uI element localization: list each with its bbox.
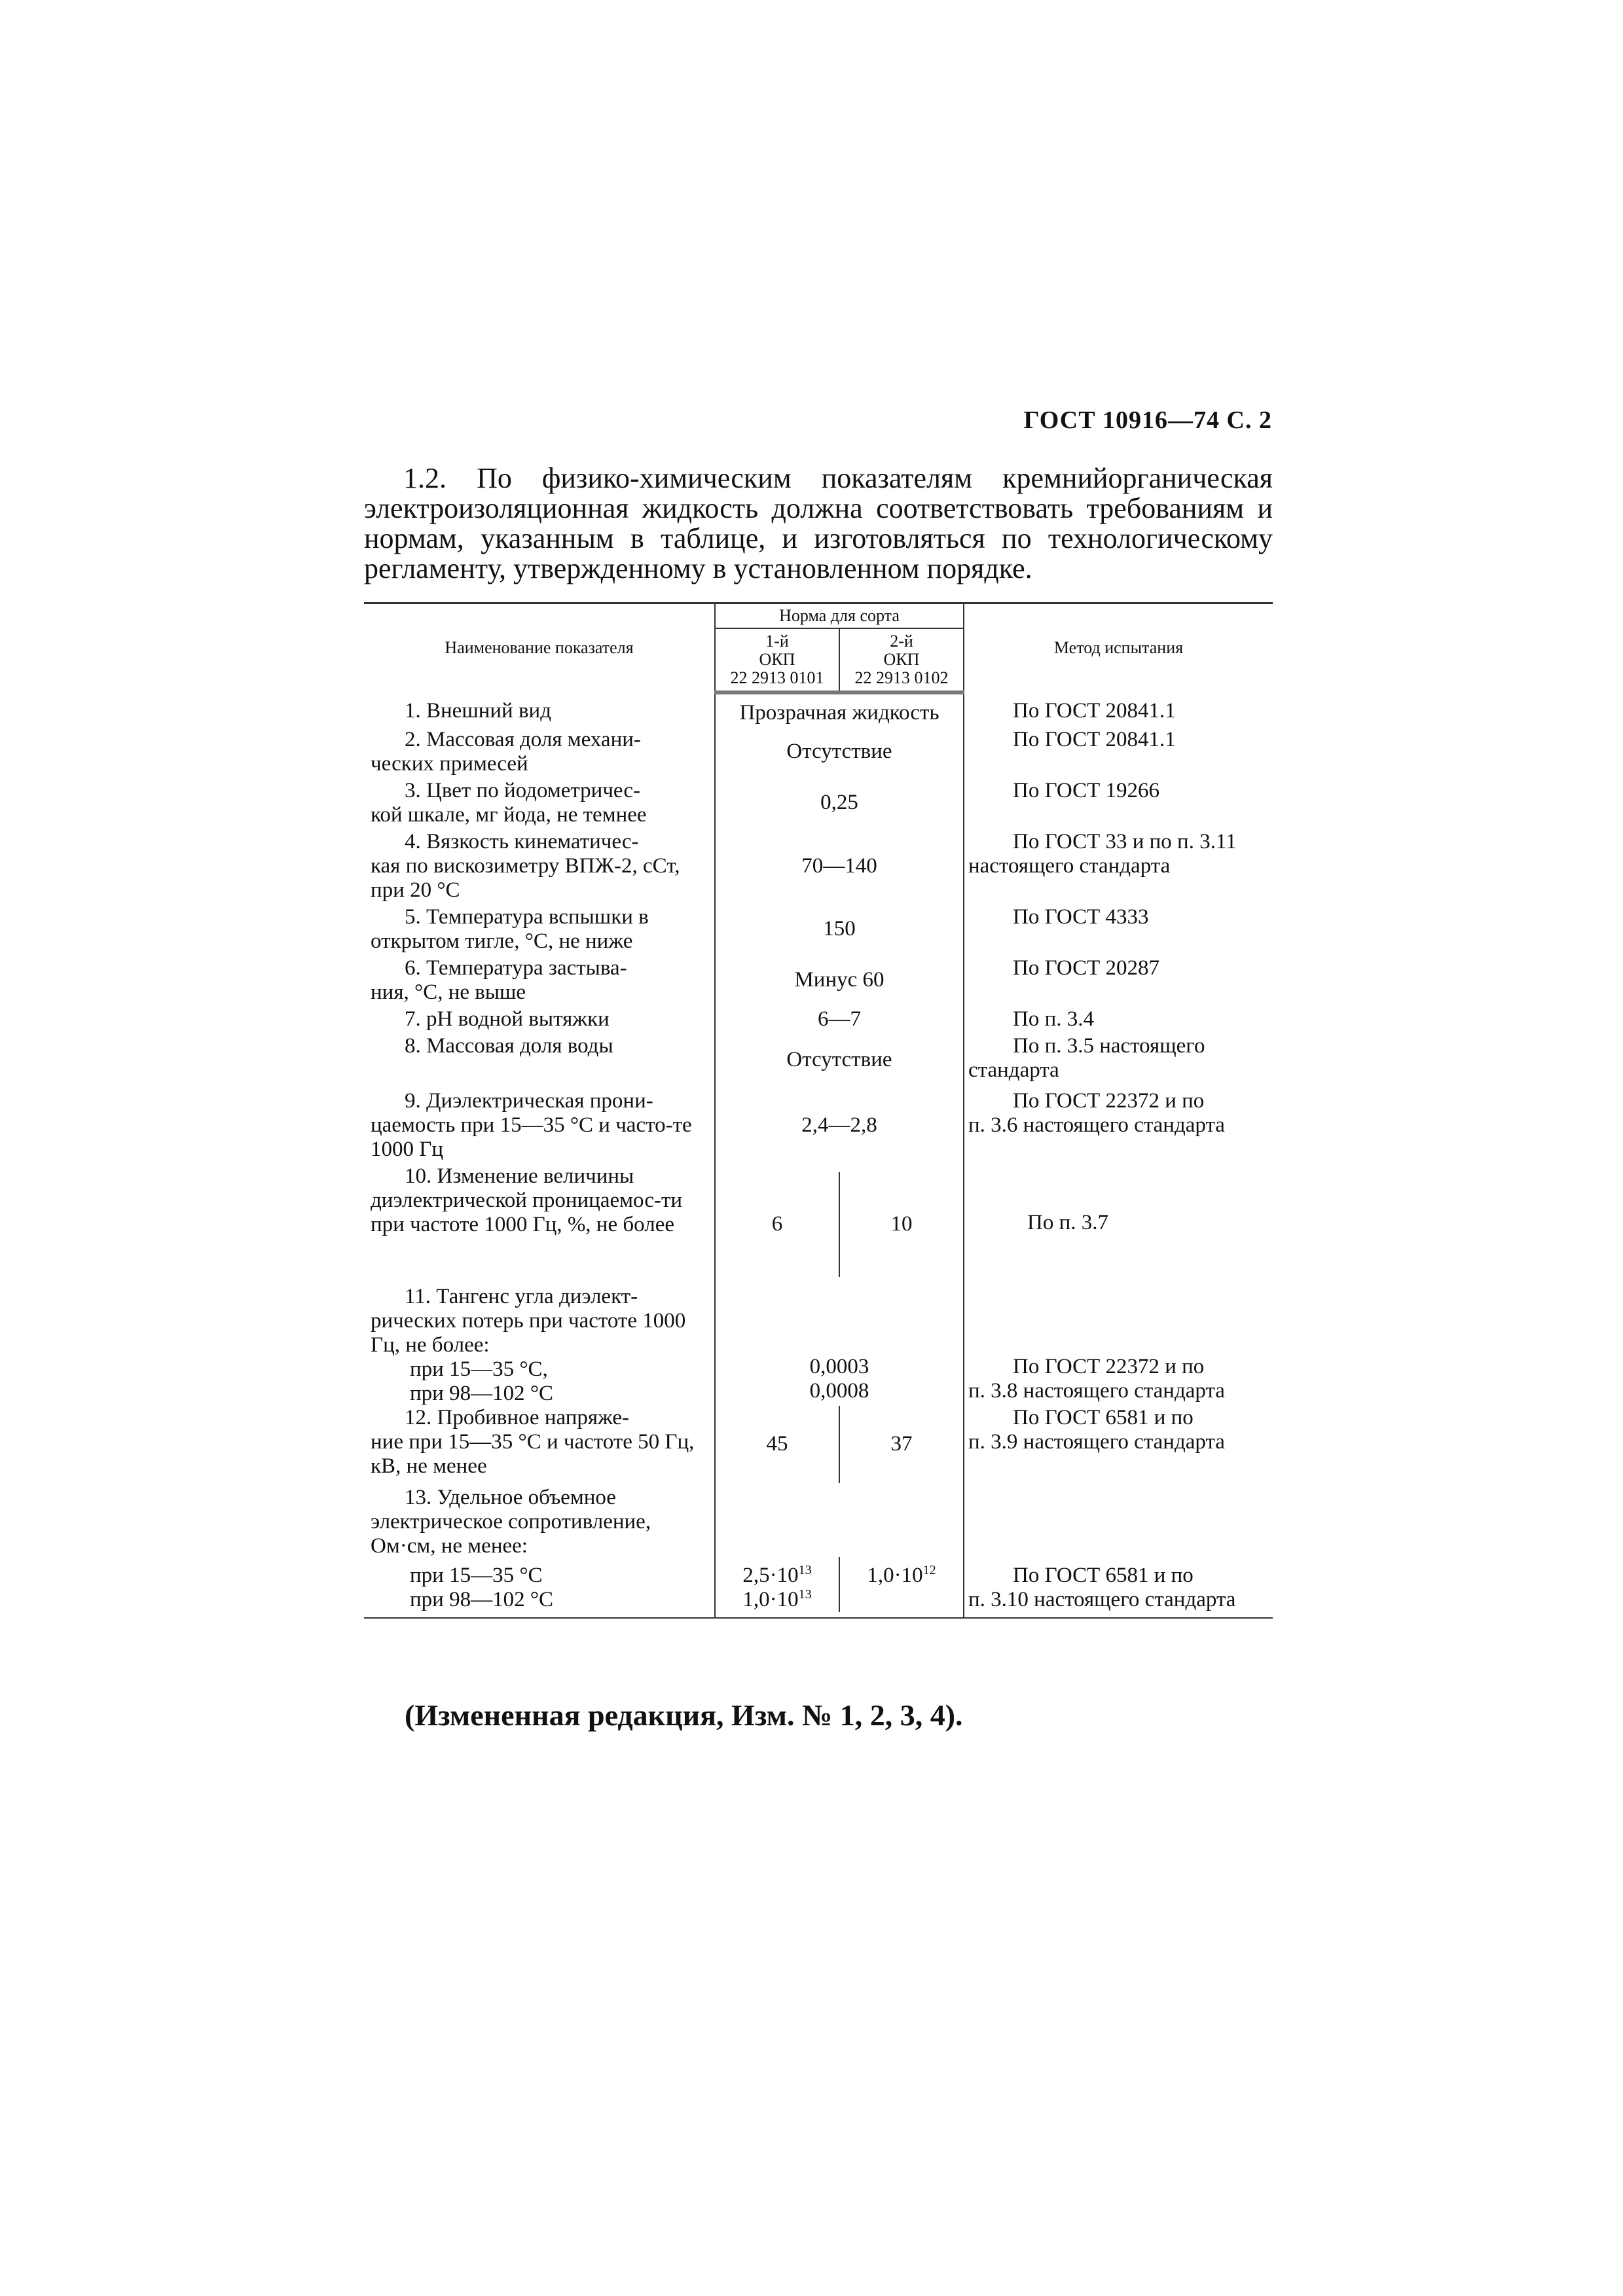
row-norm-grade-2 <box>840 1557 963 1612</box>
table-row <box>364 692 1273 728</box>
row-method: По ГОСТ 6581 и по <box>1013 1563 1194 1587</box>
row-method-cont: п. 3.6 настоящего стандарта <box>968 1113 1225 1137</box>
value-exp: 13 <box>798 1587 812 1602</box>
grade-2-code: 22 2913 0102 <box>854 668 949 687</box>
row-name: 7. рН водной вытяжки <box>405 1007 610 1031</box>
row-sub-2: при 98—102 °С <box>410 1587 554 1611</box>
row-name-cont: ние при 15—35 °С и частоте 50 Гц, кВ, не менее <box>371 1429 695 1478</box>
row-name-cont: кая по вискозиметру ВПЖ-2, сСт, при 20 °С <box>371 853 680 902</box>
grade-1-code: 22 2913 0101 <box>730 668 824 687</box>
row-name: 8. Массовая доля воды <box>405 1033 613 1058</box>
row-method: По ГОСТ 22372 и по <box>1013 1088 1205 1113</box>
row-norm: 150 <box>715 905 964 956</box>
row-name-cont: открытом тигле, °С, не ниже <box>371 929 633 953</box>
table-row <box>364 1089 1273 1164</box>
header-method: Метод испытания <box>964 603 1273 692</box>
grade-1-okp: ОКП <box>759 649 795 669</box>
grade-2-label: 2-й <box>890 631 913 651</box>
row-name: 6. Температура застыва- <box>405 956 627 980</box>
row-name: 10. Изменение величины <box>405 1164 634 1188</box>
table-row <box>364 728 1273 779</box>
table-row <box>364 830 1273 905</box>
row-method: По ГОСТ 20841.1 <box>1013 698 1176 723</box>
row-name: 9. Диэлектрическая прони- <box>405 1088 653 1113</box>
row-method: По п. 3.5 настоящего <box>1013 1033 1205 1058</box>
row-norm-value-1: 0,0003 <box>809 1354 869 1378</box>
value-exp: 13 <box>798 1562 812 1577</box>
row-name: 2. Массовая доля механи- <box>405 727 641 751</box>
grade-1-label: 1-й <box>765 631 789 651</box>
row-name-cont: ния, °С, не выше <box>371 980 526 1004</box>
header-norm: Норма для сорта <box>715 603 964 628</box>
row-norm-grade-1 <box>716 1557 840 1612</box>
table-row <box>364 1034 1273 1089</box>
row-name: 3. Цвет по йодометричес- <box>405 778 641 802</box>
row-name: 1. Внешний вид <box>405 698 551 723</box>
amendment-note: (Измененная редакция, Изм. № 1, 2, 3, 4). <box>405 1698 963 1732</box>
table-row <box>364 1406 1273 1486</box>
row-name: 11. Тангенс угла диэлект- <box>405 1284 638 1308</box>
row-norm-split <box>716 1557 963 1612</box>
row-sub-1: при 15—35 °С <box>410 1563 543 1587</box>
intro-text: 1.2. По физико-химическим показателям кремнийорганическая электроизоляционная жидкость должна соответствовать требованиям и нормам, указанным в таблице, и изготовляться по технологическому регламенту, утвержденному в установленном порядке. <box>364 462 1273 584</box>
row-method-cont: п. 3.10 настоящего стандарта <box>968 1587 1236 1611</box>
row-method: По ГОСТ 20841.1 <box>1013 727 1176 751</box>
row-norm: 0,25 <box>715 779 964 830</box>
row-norm-grade-1: 45 <box>716 1406 840 1483</box>
row-norm: 2,4—2,8 <box>715 1089 964 1164</box>
row-name: 12. Пробивное напряже- <box>405 1405 630 1429</box>
table-row <box>364 905 1273 956</box>
value-grade-2 <box>867 1564 936 1588</box>
intro-paragraph <box>364 463 1273 584</box>
table-row <box>364 956 1273 1007</box>
value-exp: 12 <box>922 1562 936 1577</box>
row-sub-2: при 98—102 °С <box>410 1381 554 1405</box>
row-norm-grade-1: 6 <box>716 1172 840 1277</box>
table-row <box>364 779 1273 830</box>
row-method-cont: стандарта <box>968 1058 1059 1082</box>
header-grade-1 <box>715 628 839 692</box>
table-row <box>364 1486 1273 1618</box>
row-name-cont: диэлектрической проницаемос-ти при частоте 1000 Гц, %, не более <box>371 1188 683 1236</box>
row-method: По ГОСТ 22372 и по <box>1013 1354 1205 1378</box>
row-name-cont: ческих примесей <box>371 751 528 776</box>
properties-table <box>364 602 1273 1619</box>
row-norm: Отсутствие <box>715 1034 964 1089</box>
row-name: 4. Вязкость кинематичес- <box>405 829 639 853</box>
row-norm: Отсутствие <box>715 728 964 779</box>
row-method: По ГОСТ 19266 <box>1013 778 1159 802</box>
row-norm-split <box>716 1406 963 1483</box>
row-method: По п. 3.4 <box>1013 1007 1094 1031</box>
row-method: По п. 3.7 <box>1027 1211 1108 1234</box>
value-base: 1,0·10 <box>867 1563 923 1587</box>
row-norm-value-2: 0,0008 <box>809 1378 869 1403</box>
row-name: 13. Удельное объемное <box>405 1485 616 1509</box>
row-norm-grade-2: 37 <box>890 1432 913 1456</box>
value-15-35 <box>742 1564 811 1588</box>
table-row <box>364 1285 1273 1406</box>
row-name-cont: электрическое сопротивление, Ом·см, не менее: <box>371 1509 651 1558</box>
row-norm: Прозрачная жидкость <box>715 692 964 728</box>
row-method: По ГОСТ 20287 <box>1013 956 1159 980</box>
header-name: Наименование показателя <box>364 603 715 692</box>
table-row <box>364 1007 1273 1034</box>
row-norm: Минус 60 <box>715 956 964 1007</box>
grade-2-okp: ОКП <box>883 649 920 669</box>
row-method: По ГОСТ 6581 и по <box>1013 1405 1194 1429</box>
row-method-cont: п. 3.9 настоящего стандарта <box>968 1429 1225 1454</box>
value-base: 1,0·10 <box>742 1587 799 1611</box>
row-norm-grade-2: 10 <box>890 1212 913 1236</box>
row-method: По ГОСТ 33 и по п. 3.11 <box>1013 829 1237 853</box>
header-grade-2 <box>839 628 964 692</box>
row-method: По ГОСТ 4333 <box>1013 905 1149 929</box>
table-row <box>364 1164 1273 1285</box>
row-norm: 6—7 <box>715 1007 964 1034</box>
row-name-cont: цаемость при 15—35 °С и часто-те 1000 Гц <box>371 1113 692 1161</box>
row-sub-1: при 15—35 °С, <box>410 1357 548 1381</box>
row-name-cont: рических потерь при частоте 1000 Гц, не более: <box>371 1308 686 1357</box>
row-method-cont: п. 3.8 настоящего стандарта <box>968 1378 1225 1403</box>
row-name: 5. Температура вспышки в <box>405 905 649 929</box>
page-header: ГОСТ 10916—74 С. 2 <box>1023 406 1272 434</box>
row-method-cont: настоящего стандарта <box>968 853 1171 878</box>
value-98-102 <box>742 1588 811 1612</box>
row-norm-split <box>716 1172 963 1277</box>
value-base: 2,5·10 <box>742 1563 799 1587</box>
row-norm: 70—140 <box>715 830 964 905</box>
row-name-cont: кой шкале, мг йода, не темнее <box>371 802 647 827</box>
